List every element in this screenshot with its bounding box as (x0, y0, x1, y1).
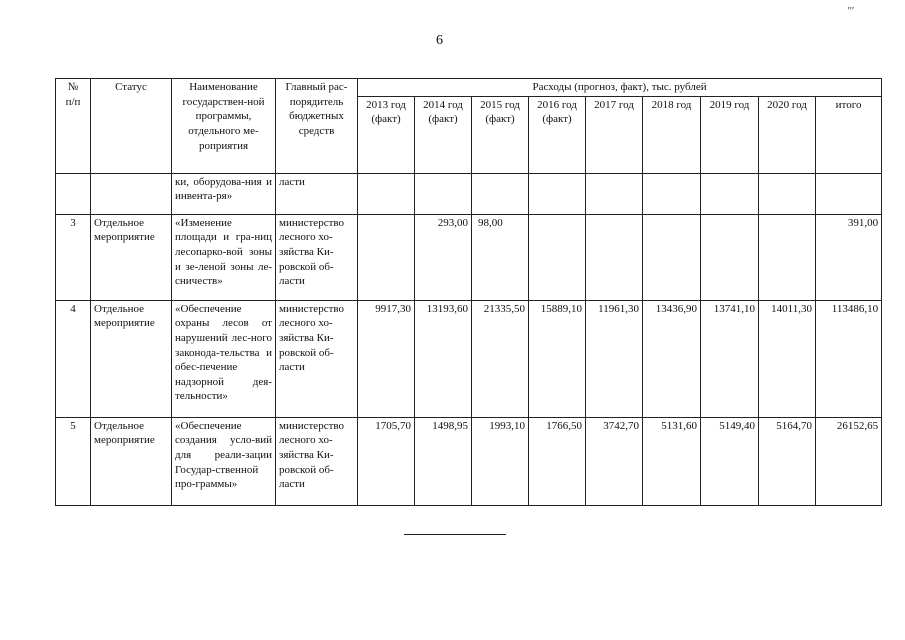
row-value-2017 (586, 214, 643, 300)
bottom-rule (404, 534, 506, 535)
row-admin: министерство лесного хо-зяйства Ки-ровской об-ласти (276, 417, 358, 505)
table-row (56, 417, 882, 505)
header-status: Статус (91, 79, 172, 174)
table-cell (643, 173, 701, 214)
header-total: итого (816, 96, 882, 173)
header-expenses: Расходы (прогноз, факт), тыс. рублей (358, 79, 882, 97)
header-num: № п/п (56, 79, 91, 174)
row-value-total: 26152,65 (816, 417, 882, 505)
row-value-2018: 5131,60 (643, 417, 701, 505)
header-year-2014: 2014 год (факт) (415, 96, 472, 173)
row-value-2016 (529, 214, 586, 300)
header-year-2018: 2018 год (643, 96, 701, 173)
row-value-2019: 5149,40 (701, 417, 759, 505)
header-row-1 (56, 79, 882, 97)
row-value-2018: 13436,90 (643, 300, 701, 417)
row-value-2014: 13193,60 (415, 300, 472, 417)
row-status: Отдельное мероприятие (91, 214, 172, 300)
page-number: 6 (436, 33, 443, 48)
header-year-2017: 2017 год (586, 96, 643, 173)
row-value-2016: 15889,10 (529, 300, 586, 417)
row-value-2014: 293,00 (415, 214, 472, 300)
header-name: Наименование государствен-ной программы, отдельного ме-роприятия (172, 79, 276, 174)
row-value-2015: 1993,10 (472, 417, 529, 505)
row-value-2020: 14011,30 (759, 300, 816, 417)
row-value-2016: 1766,50 (529, 417, 586, 505)
row-num: 3 (56, 214, 91, 300)
continuation-admin: ласти (276, 173, 358, 214)
header-year-2019: 2019 год (701, 96, 759, 173)
row-name: «Обеспечение охраны лесов от нарушений лес-ного законода-тельства и обес-печение надзорной дея-тельности» (172, 300, 276, 417)
row-value-2017: 11961,30 (586, 300, 643, 417)
row-value-2015: 21335,50 (472, 300, 529, 417)
row-admin: министерство лесного хо-зяйства Ки-ровской об-ласти (276, 300, 358, 417)
corner-mark: ′′′ (847, 6, 854, 17)
table-cell (586, 173, 643, 214)
row-value-2020: 5164,70 (759, 417, 816, 505)
table-row (56, 300, 882, 417)
row-value-2013 (358, 214, 415, 300)
row-value-2020 (759, 214, 816, 300)
row-name: «Обеспечение создания усло-вий для реали-зации Государ-ственной про-граммы» (172, 417, 276, 505)
header-year-2015: 2015 год (факт) (472, 96, 529, 173)
row-num: 5 (56, 417, 91, 505)
table-cell (472, 173, 529, 214)
row-value-total: 391,00 (816, 214, 882, 300)
table-cell (56, 173, 91, 214)
table-cell (759, 173, 816, 214)
row-value-2013: 9917,30 (358, 300, 415, 417)
row-value-2019: 13741,10 (701, 300, 759, 417)
row-value-2018 (643, 214, 701, 300)
table-cell (816, 173, 882, 214)
row-status: Отдельное мероприятие (91, 417, 172, 505)
row-value-2013: 1705,70 (358, 417, 415, 505)
row-value-2017: 3742,70 (586, 417, 643, 505)
row-value-2014: 1498,95 (415, 417, 472, 505)
table-cell (91, 173, 172, 214)
budget-table (55, 78, 882, 506)
row-value-2015: 98,00 (472, 214, 529, 300)
header-year-2013: 2013 год (факт) (358, 96, 415, 173)
continuation-name: ки, оборудова-ния и инвента-ря» (172, 173, 276, 214)
header-year-2016: 2016 год (факт) (529, 96, 586, 173)
row-status: Отдельное мероприятие (91, 300, 172, 417)
table-cell (415, 173, 472, 214)
header-admin: Главный рас-порядитель бюджетных средств (276, 79, 358, 174)
header-year-2020: 2020 год (759, 96, 816, 173)
table-row (56, 214, 882, 300)
continuation-row (56, 173, 882, 214)
table-cell (358, 173, 415, 214)
row-num: 4 (56, 300, 91, 417)
table-cell (529, 173, 586, 214)
row-value-total: 113486,10 (816, 300, 882, 417)
table-cell (701, 173, 759, 214)
row-name: «Изменение площади и гра-ниц лесопарко-вой зоны и зе-леной зоны ле-сничеств» (172, 214, 276, 300)
row-admin: министерство лесного хо-зяйства Ки-ровской об-ласти (276, 214, 358, 300)
row-value-2019 (701, 214, 759, 300)
